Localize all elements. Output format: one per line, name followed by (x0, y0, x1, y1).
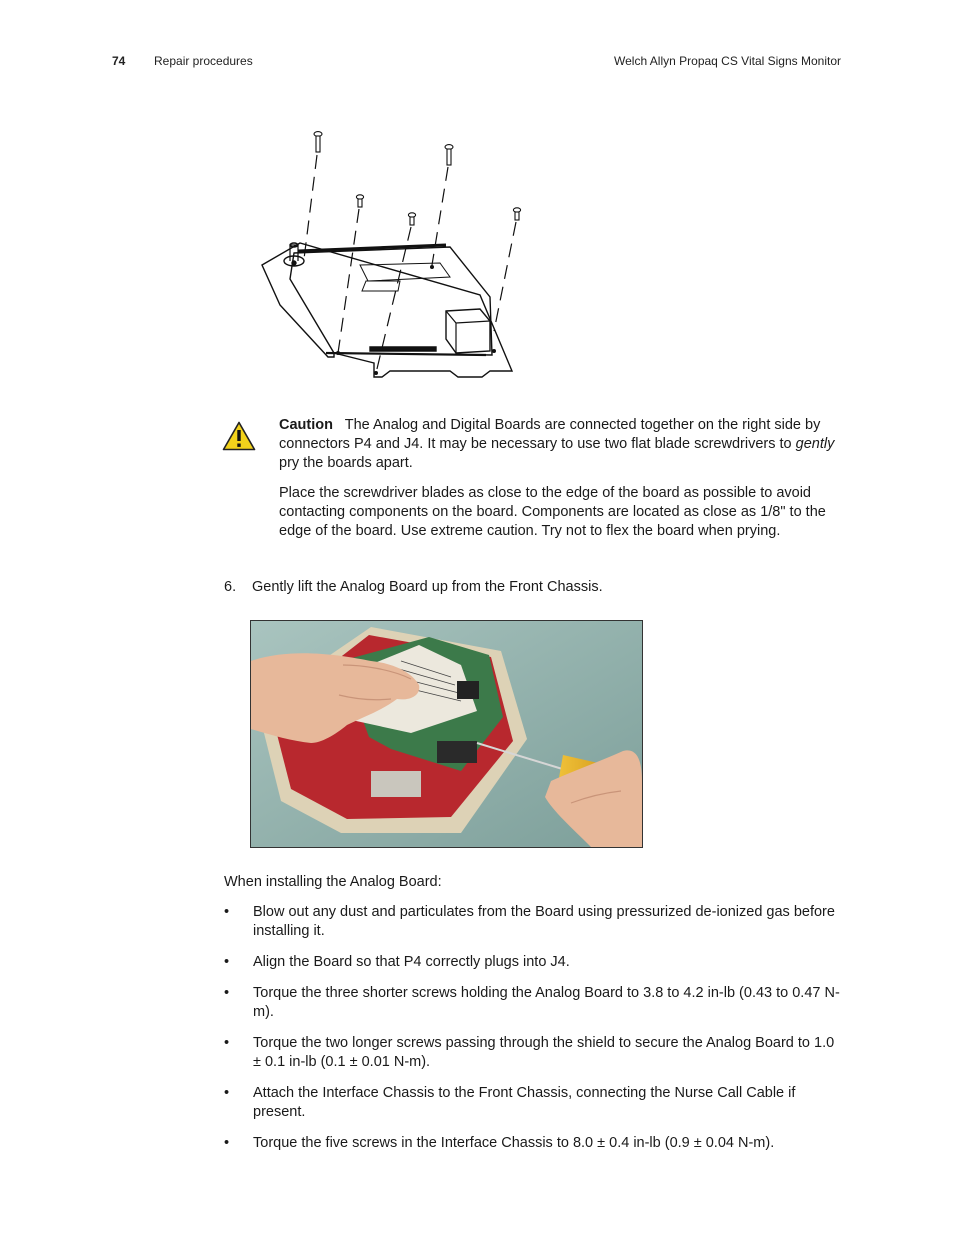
bullet-glyph: • (224, 1085, 230, 1101)
step-number: 6. (224, 579, 237, 595)
section-title: Repair procedures (154, 54, 253, 68)
bullet-text: Blow out any dust and particulates from the Board using pressurized de-ionized gas before installing it. (253, 904, 835, 939)
bullet-glyph: • (224, 985, 230, 1001)
short-screw-3 (513, 208, 520, 220)
list-item (224, 953, 844, 972)
list-item (224, 1134, 844, 1153)
list-item (224, 984, 844, 1022)
short-screw-1 (356, 195, 363, 207)
page-number: 74 (112, 54, 126, 68)
bullet-glyph: • (224, 904, 230, 920)
caution-text-emphasis: gently (795, 436, 835, 452)
install-intro: When installing the Analog Board: (224, 874, 442, 890)
analog-board-removal-photo (250, 620, 643, 848)
bullet-text: Torque the five screws in the Interface Chassis to 8.0 ± 0.4 in-lb (0.9 ± 0.04 N-m). (253, 1135, 775, 1151)
list-item (224, 1084, 844, 1122)
board-shield-outline (290, 247, 492, 355)
connector-block (446, 309, 490, 353)
bullet-glyph: • (224, 1035, 230, 1051)
bullet-text: Torque the two longer screws passing through the shield to secure the Analog Board to 1.0 ± 0.1 in-lb (0.1 ± 0.01 N-m). (253, 1035, 835, 1070)
bullet-text: Attach the Interface Chassis to the Front Chassis, connecting the Nurse Call Cable if present. (253, 1085, 796, 1120)
install-bullet-list (224, 903, 844, 1165)
bullet-text: Torque the three shorter screws holding the Analog Board to 3.8 to 4.2 in-lb (0.43 to 0.47 N-m). (253, 985, 840, 1020)
analog-board-screw-diagram (250, 125, 530, 385)
long-screw-right (445, 145, 453, 165)
warning-triangle-icon (222, 421, 256, 451)
list-item (224, 1034, 844, 1072)
bullet-glyph: • (224, 1135, 230, 1151)
caution-paragraph (279, 416, 841, 473)
long-screw-left (314, 132, 322, 152)
caution-text-1b: pry the boards apart. (279, 455, 413, 471)
short-screw-2 (408, 213, 415, 225)
list-item (224, 903, 844, 941)
bullet-text: Align the Board so that P4 correctly plugs into J4. (253, 954, 570, 970)
caution-text-1a: The Analog and Digital Boards are connected together on the right side by connectors P4 and J4. It may be necessary to use two flat blade screwdrivers to (279, 417, 821, 452)
bullet-glyph: • (224, 954, 230, 970)
document-title: Welch Allyn Propaq CS Vital Signs Monitor (614, 54, 841, 68)
caution-detail-paragraph: Place the screwdriver blades as close to the edge of the board as possible to avoid contacting components on the board. Components are located as close as 1/8" to the edge of the board. Use extreme caution. Try not to flex the board when prying. (279, 485, 826, 539)
step-6 (224, 578, 603, 597)
step-text: Gently lift the Analog Board up from the Front Chassis. (252, 579, 603, 595)
caution-label: Caution (279, 417, 333, 433)
